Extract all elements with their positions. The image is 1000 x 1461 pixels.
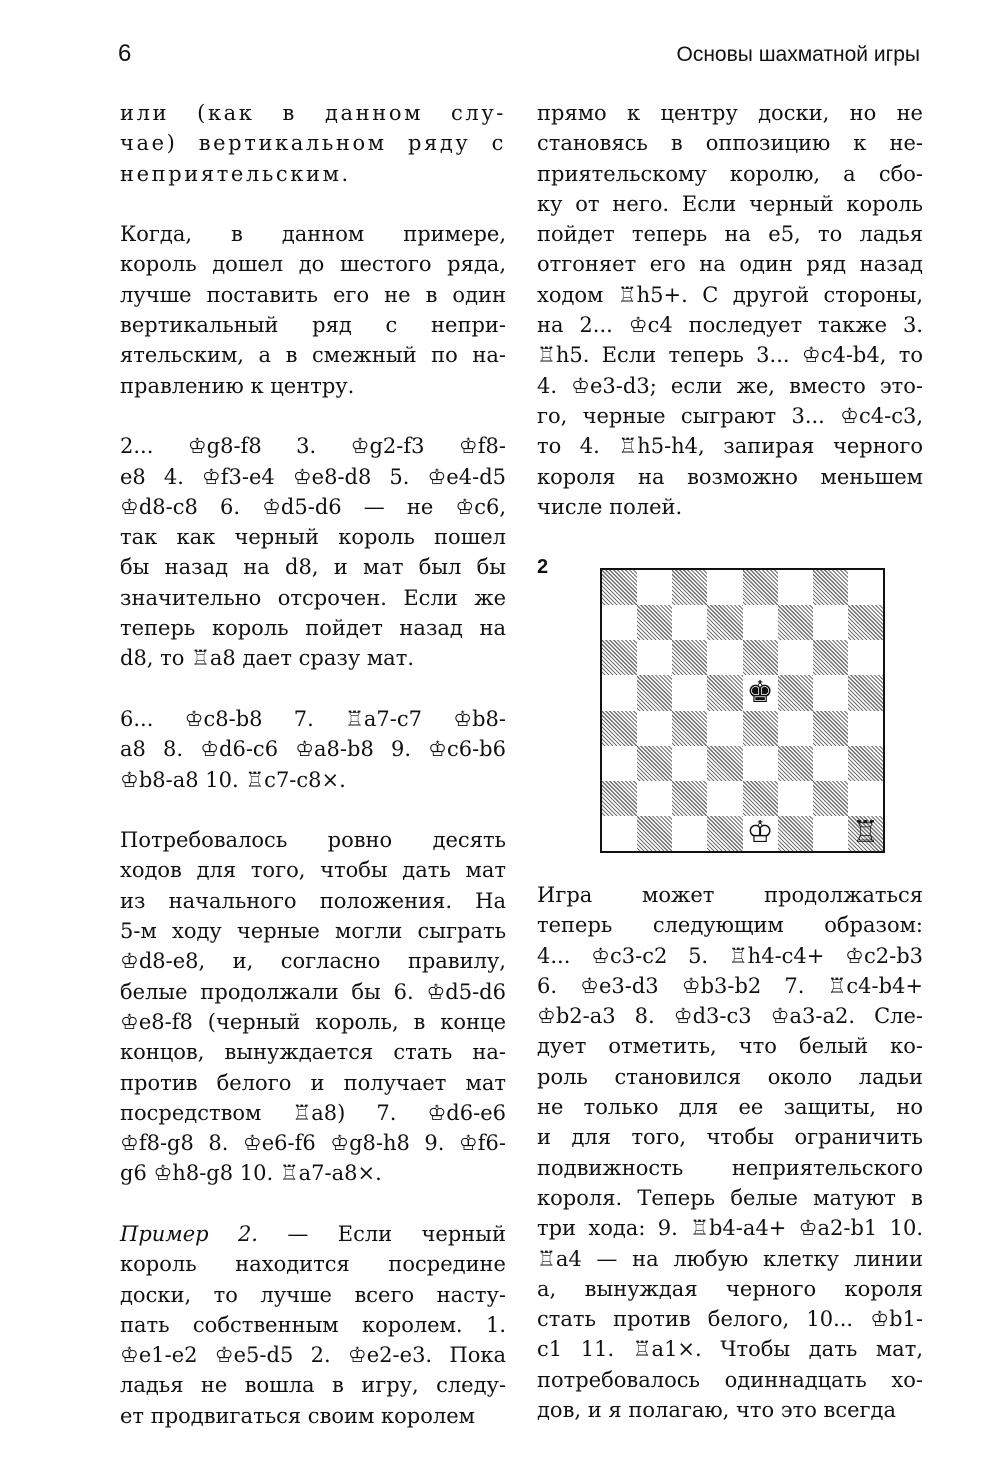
text-line: неприятельским. bbox=[120, 161, 351, 186]
text-line: бы назад на d8, и мат был бы bbox=[120, 555, 506, 580]
board-square-b8 bbox=[637, 570, 672, 605]
text-line: го, черные сыграют 3... ♔c4-c3, bbox=[537, 403, 923, 428]
chess-diagram bbox=[600, 568, 885, 853]
board-square-d8 bbox=[707, 570, 742, 605]
text-line: дов, и я полагаю, что это всегда bbox=[537, 1398, 896, 1423]
board-square-f6 bbox=[778, 640, 813, 675]
text-line: белые продолжали бы 6. ♔d5-d6 bbox=[120, 979, 506, 1004]
board-square-a8 bbox=[602, 570, 637, 605]
text-line: стать против белого, 10... ♔b1- bbox=[537, 1307, 923, 1332]
board-square-a5 bbox=[602, 675, 637, 710]
text-line: ходом ♖h5+. С другой стороны, bbox=[537, 282, 923, 307]
left-column bbox=[120, 98, 506, 1461]
text-line: ятельским, а в смежный по на- bbox=[120, 343, 506, 368]
text-line: Потребовалось ровно десять bbox=[120, 828, 506, 853]
board-square-f3 bbox=[778, 746, 813, 781]
board-square-b5 bbox=[637, 675, 672, 710]
text-line: концов, вынуждается стать на- bbox=[120, 1040, 506, 1065]
board-square-b7 bbox=[637, 605, 672, 640]
text-line: 4... ♔c3-c2 5. ♖h4-c4+ ♔c2-b3 bbox=[537, 943, 923, 968]
text-line: доски, то лучше всего насту- bbox=[120, 1282, 506, 1307]
board-square-g2 bbox=[813, 781, 848, 816]
text-line: становясь в оппозицию к не- bbox=[537, 131, 923, 156]
text-line: правлению к центру. bbox=[120, 373, 355, 398]
board-square-d6 bbox=[707, 640, 742, 675]
text-line: a, вынуждая черного короля bbox=[537, 1276, 923, 1301]
text-line: ходов для того, чтобы дать мат bbox=[120, 858, 506, 883]
board-square-d4 bbox=[707, 711, 742, 746]
text-line: ♔e8-f8 (черный король, в конце bbox=[120, 1009, 506, 1034]
text-line: подвижность неприятельского bbox=[537, 1155, 923, 1180]
board-square-c3 bbox=[672, 746, 707, 781]
text-line: a8 8. ♔d6-c6 ♔a8-b8 9. ♔c6-b6 bbox=[120, 737, 506, 762]
board-square-e8 bbox=[743, 570, 778, 605]
board-square-d5 bbox=[707, 675, 742, 710]
text-line: ♔e1-e2 ♔e5-d5 2. ♔e2-e3. Пока bbox=[120, 1343, 506, 1368]
board-square-e6 bbox=[743, 640, 778, 675]
board-square-b4 bbox=[637, 711, 672, 746]
board-square-h8 bbox=[848, 570, 883, 605]
board-square-d1 bbox=[707, 816, 742, 851]
text-line: короля на возможно меньшем bbox=[537, 464, 923, 489]
text-line: ♔b8-a8 10. ♖c7-c8×. bbox=[120, 767, 346, 792]
board-square-b1 bbox=[637, 816, 672, 851]
text-line: 6. ♔e3-d3 ♔b3-b2 7. ♖c4-b4+ bbox=[537, 973, 923, 998]
page-number: 6 bbox=[118, 40, 132, 67]
board-square-h2 bbox=[848, 781, 883, 816]
board-square-e7 bbox=[743, 605, 778, 640]
paragraph bbox=[120, 825, 506, 1189]
text-line: ♔f8-g8 8. ♔e6-f6 ♔g8-h8 9. ♔f6- bbox=[120, 1131, 506, 1156]
board-square-e4 bbox=[743, 711, 778, 746]
text-line: чае) вертикальном ряду с bbox=[120, 131, 506, 156]
text-line: короля. Теперь белые матуют в bbox=[537, 1185, 923, 1210]
black-king-piece: ♚ bbox=[746, 674, 774, 710]
paragraph bbox=[120, 98, 506, 189]
board-square-f7 bbox=[778, 605, 813, 640]
board-square-c4 bbox=[672, 711, 707, 746]
text-line: прямо к центру доски, но не bbox=[537, 101, 923, 125]
text-line: лучше поставить его не в один bbox=[120, 282, 506, 307]
board-square-d3 bbox=[707, 746, 742, 781]
board-square-b6 bbox=[637, 640, 672, 675]
text-line: ♖a4 — на любую клетку линии bbox=[537, 1246, 923, 1271]
board-square-a2 bbox=[602, 781, 637, 816]
text-line: вертикальный ряд с непри- bbox=[120, 313, 506, 338]
text-line: пойдет теперь на e5, то ладья bbox=[537, 222, 923, 247]
paragraph bbox=[537, 98, 923, 522]
text-line: значительно отсрочен. Если же bbox=[120, 585, 506, 610]
board-square-b3 bbox=[637, 746, 672, 781]
text-line: так как черный король пошел bbox=[120, 525, 506, 550]
text-line: Пример 2. — Если черный bbox=[120, 1221, 506, 1246]
board-square-c1 bbox=[672, 816, 707, 851]
board-square-c8 bbox=[672, 570, 707, 605]
board-square-h6 bbox=[848, 640, 883, 675]
white-king-piece: ♔ bbox=[746, 815, 774, 851]
board-square-a1 bbox=[602, 816, 637, 851]
board-square-a7 bbox=[602, 605, 637, 640]
board-square-g4 bbox=[813, 711, 848, 746]
text-line: ♔d8-e8, и, согласно правилу, bbox=[120, 949, 506, 974]
board-square-f5 bbox=[778, 675, 813, 710]
board-square-g3 bbox=[813, 746, 848, 781]
running-title: Основы шахматной игры bbox=[676, 43, 920, 66]
text-line: против белого и получает мат bbox=[120, 1070, 506, 1095]
board-square-g1 bbox=[813, 816, 848, 851]
text-line: ладья не вошла в игру, следу- bbox=[120, 1373, 506, 1398]
board-square-h7 bbox=[848, 605, 883, 640]
board-square-f4 bbox=[778, 711, 813, 746]
board-square-h3 bbox=[848, 746, 883, 781]
board-square-g7 bbox=[813, 605, 848, 640]
example-heading: Пример 2. bbox=[120, 1221, 258, 1246]
text-line: 5-м ходу черные могли сыграть bbox=[120, 919, 506, 944]
board-square-g5 bbox=[813, 675, 848, 710]
text-line: g6 ♔h8-g8 10. ♖a7-a8×. bbox=[120, 1161, 382, 1186]
text-line: не только для ее защиты, но bbox=[537, 1095, 923, 1120]
board-square-c6 bbox=[672, 640, 707, 675]
text-line: из начального положения. На bbox=[120, 888, 506, 913]
text-line: три хода: 9. ♖b4-a4+ ♔a2-b1 10. bbox=[537, 1216, 923, 1241]
text-line: и для того, чтобы ограничить bbox=[537, 1125, 923, 1150]
board-square-d2 bbox=[707, 781, 742, 816]
text-line: числе полей. bbox=[537, 494, 683, 519]
text-line: потребовалось одиннадцать хо- bbox=[537, 1367, 923, 1392]
board-square-a6 bbox=[602, 640, 637, 675]
board-square-e5 bbox=[743, 675, 778, 710]
move-sequence bbox=[120, 704, 506, 795]
text-line: пать собственным королем. 1. bbox=[120, 1312, 506, 1337]
text-line: ет продвигаться своим королем bbox=[120, 1403, 476, 1428]
diagram-number: 2 bbox=[537, 556, 549, 578]
white-rook-piece: ♖ bbox=[851, 815, 879, 851]
text-line: Игра может продолжаться bbox=[537, 883, 923, 907]
text-line: или (как в данном слу- bbox=[120, 101, 506, 125]
text-line: приятельскому королю, а сбо- bbox=[537, 161, 923, 186]
right-column-top bbox=[537, 98, 923, 552]
text-line: отгоняет его на один ряд назад bbox=[537, 252, 923, 277]
text-line: король находится посредине bbox=[120, 1252, 506, 1277]
board-square-d7 bbox=[707, 605, 742, 640]
text-line: c1 11. ♖a1×. Чтобы дать мат, bbox=[537, 1337, 923, 1362]
text-line: теперь король пойдет назад на bbox=[120, 616, 506, 641]
board-square-a3 bbox=[602, 746, 637, 781]
text-line: 2... ♔g8-f8 3. ♔g2-f3 ♔f8- bbox=[120, 434, 506, 459]
paragraph bbox=[537, 880, 923, 1425]
text-line: роль становился около ладьи bbox=[537, 1064, 923, 1089]
text-line: посредством ♖a8) 7. ♔d6-e6 bbox=[120, 1100, 506, 1125]
text-line: d8, то ♖a8 дает сразу мат. bbox=[120, 646, 414, 671]
text-line: e8 4. ♔f3-e4 ♔e8-d8 5. ♔e4-d5 bbox=[120, 464, 506, 489]
text-line: ку от него. Если черный король bbox=[537, 191, 923, 216]
board-square-h1 bbox=[848, 816, 883, 851]
board-square-h5 bbox=[848, 675, 883, 710]
board-square-e2 bbox=[743, 781, 778, 816]
text-line: ♖h5. Если теперь 3... ♔c4-b4, то bbox=[537, 343, 923, 368]
board-square-c5 bbox=[672, 675, 707, 710]
text-line: 4. ♔e3-d3; если же, вместо это- bbox=[537, 373, 923, 398]
text-line: король дошел до шестого ряда, bbox=[120, 252, 506, 277]
text-line: ♔b2-a3 8. ♔d3-c3 ♔a3-a2. Сле- bbox=[537, 1004, 923, 1029]
board-square-f1 bbox=[778, 816, 813, 851]
board-square-f8 bbox=[778, 570, 813, 605]
board-square-g6 bbox=[813, 640, 848, 675]
right-column-bottom bbox=[537, 880, 923, 1456]
text-line: 6... ♔c8-b8 7. ♖a7-c7 ♔b8- bbox=[120, 706, 506, 731]
board-square-e3 bbox=[743, 746, 778, 781]
text-line: дует отметить, что белый ко- bbox=[537, 1034, 923, 1059]
board-square-b2 bbox=[637, 781, 672, 816]
paragraph bbox=[120, 219, 506, 401]
board-square-f2 bbox=[778, 781, 813, 816]
text-line: теперь следующим образом: bbox=[537, 913, 923, 938]
board-square-c7 bbox=[672, 605, 707, 640]
text-line: на 2... ♔c4 последует также 3. bbox=[537, 313, 923, 338]
example-2-paragraph bbox=[120, 1219, 506, 1431]
board-square-e1 bbox=[743, 816, 778, 851]
text-line: Когда, в данном примере, bbox=[120, 222, 506, 247]
move-sequence bbox=[120, 431, 506, 673]
board-square-a4 bbox=[602, 711, 637, 746]
text-line: то 4. ♖h5-h4, запирая черного bbox=[537, 434, 923, 459]
board-square-g8 bbox=[813, 570, 848, 605]
text-line: ♔d8-c8 6. ♔d5-d6 — не ♔c6, bbox=[120, 494, 506, 519]
board-square-h4 bbox=[848, 711, 883, 746]
board-square-c2 bbox=[672, 781, 707, 816]
